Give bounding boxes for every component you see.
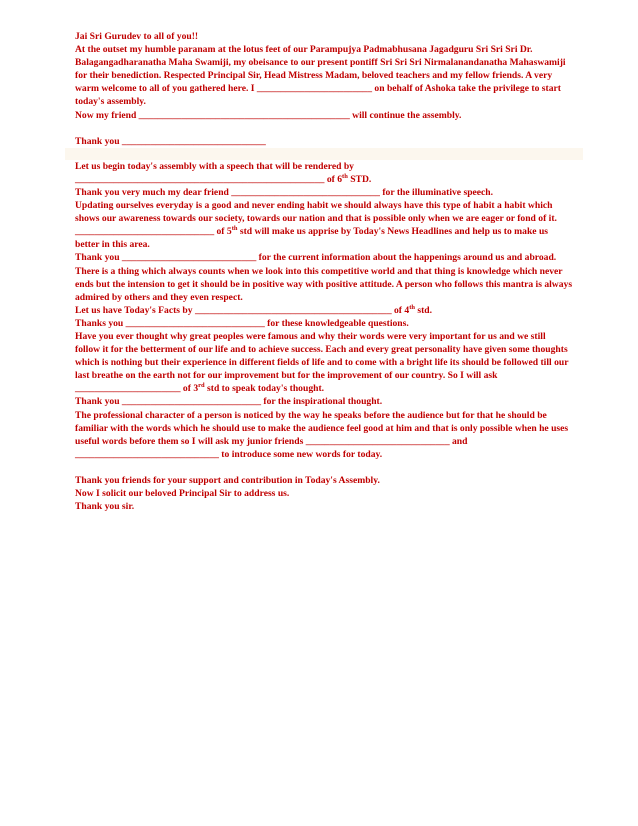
thought-tail: std to speak today's thought.: [204, 383, 325, 395]
opening-paragraph: At the outset my humble paranam at the lotus feet of our Parampujya Padmabhusana Jagadguru Sri Sri Sri Dr. Balagangadharanatha Maha Swamiji, my obeisance to our present pontiff Sri Sri Sri Nirmalanandanatha Mahaswamiji for their benediction. Respected Principal Sir, Head Mistress Madam, beloved teachers and my fellow friends. A very warm welcome to all of you gathered here. I ________________________ on behalf of Ashoka take the privilege to start today's assembly.: [75, 44, 566, 108]
facts-blank: Let us have Today's Facts by _________________________________________ of 4: [75, 304, 410, 316]
section-divider: [65, 148, 583, 160]
spacer: [75, 461, 573, 474]
speech-tail: STD.: [347, 173, 372, 185]
speech-intro: Let us begin today's assembly with a speech that will be rendered by: [75, 160, 354, 172]
assembly-script-page: [75, 30, 573, 513]
thought-thanks: Thank you _____________________________ for the inspirational thought.: [75, 396, 383, 408]
great-people-paragraph: Have you ever thought why great peoples were famous and why their words were very important for us and we still follow it for the betterment of our life and to achieve success. Each and every great personality have given some thoughts which is nothing but their experience in different fields of life and to come with a bright life its should be followed till our last breathe on the earth not for our improvement but for the improvement of our country. So I will ask: [75, 330, 569, 382]
ordinal-suffix: th: [342, 172, 348, 180]
final-thanks: Thank you sir.: [75, 501, 135, 513]
knowledge-paragraph: There is a thing which always counts when we look into this competitive world and that thing is knowledge which never ends but the intension to get it should be in positive way with positive attitude. A person who follows this mantra is always admired by others and they even respect.: [75, 265, 573, 303]
thought-blank: ______________________ of 3: [75, 383, 199, 395]
habit-paragraph: Updating ourselves everyday is a good and never ending habit we should always have this type of habit a habit which shows our awareness towards our society, towards our nation and that is possible only when we are eager or fond of it.: [75, 200, 557, 225]
news-headlines-line: [75, 225, 573, 251]
thought-line: [75, 382, 573, 395]
greeting-line: Jai Sri Gurudev to all of you!!: [75, 31, 199, 42]
spacer: [75, 122, 573, 135]
facts-line: [75, 304, 573, 317]
news-thanks: Thank you ____________________________ for the current information about the happenings around us and abroad.: [75, 252, 557, 264]
continue-assembly-line: Now my friend ____________________________________________ will continue the assembly.: [75, 109, 462, 121]
facts-tail: std.: [414, 304, 433, 316]
closing-thanks: Thank you friends for your support and contribution in Today's Assembly.: [75, 474, 380, 486]
ordinal-suffix: rd: [198, 382, 205, 390]
news-blank: _____________________________ of 5: [75, 226, 232, 238]
ordinal-suffix: th: [409, 303, 415, 311]
thank-you-line: Thank you ______________________________: [75, 135, 266, 147]
illuminative-thanks: Thank you very much my dear friend _______________________________ for the illuminative speech.: [75, 186, 494, 198]
principal-address-line: Now I solicit our beloved Principal Sir to address us.: [75, 488, 290, 499]
speech-blank: ____________________________________________________ of 6: [75, 173, 343, 185]
speech-speaker-line: [75, 173, 573, 186]
facts-thanks: Thanks you _____________________________ for these knowledgeable questions.: [75, 317, 409, 329]
professional-paragraph: The professional character of a person is noticed by the way he speaks before the audience but for that he should be familiar with the words which he should use to make the audience feel good at him and that is only possible when he uses useful words before them so I will ask my junior friends ______________________________ and: [75, 409, 569, 447]
ordinal-suffix: th: [231, 225, 238, 233]
new-words-line: ______________________________ to introduce some new words for today.: [75, 448, 383, 460]
news-tail: std will make us apprise by Today's News Headlines and help us to make us better in this area.: [75, 226, 549, 251]
